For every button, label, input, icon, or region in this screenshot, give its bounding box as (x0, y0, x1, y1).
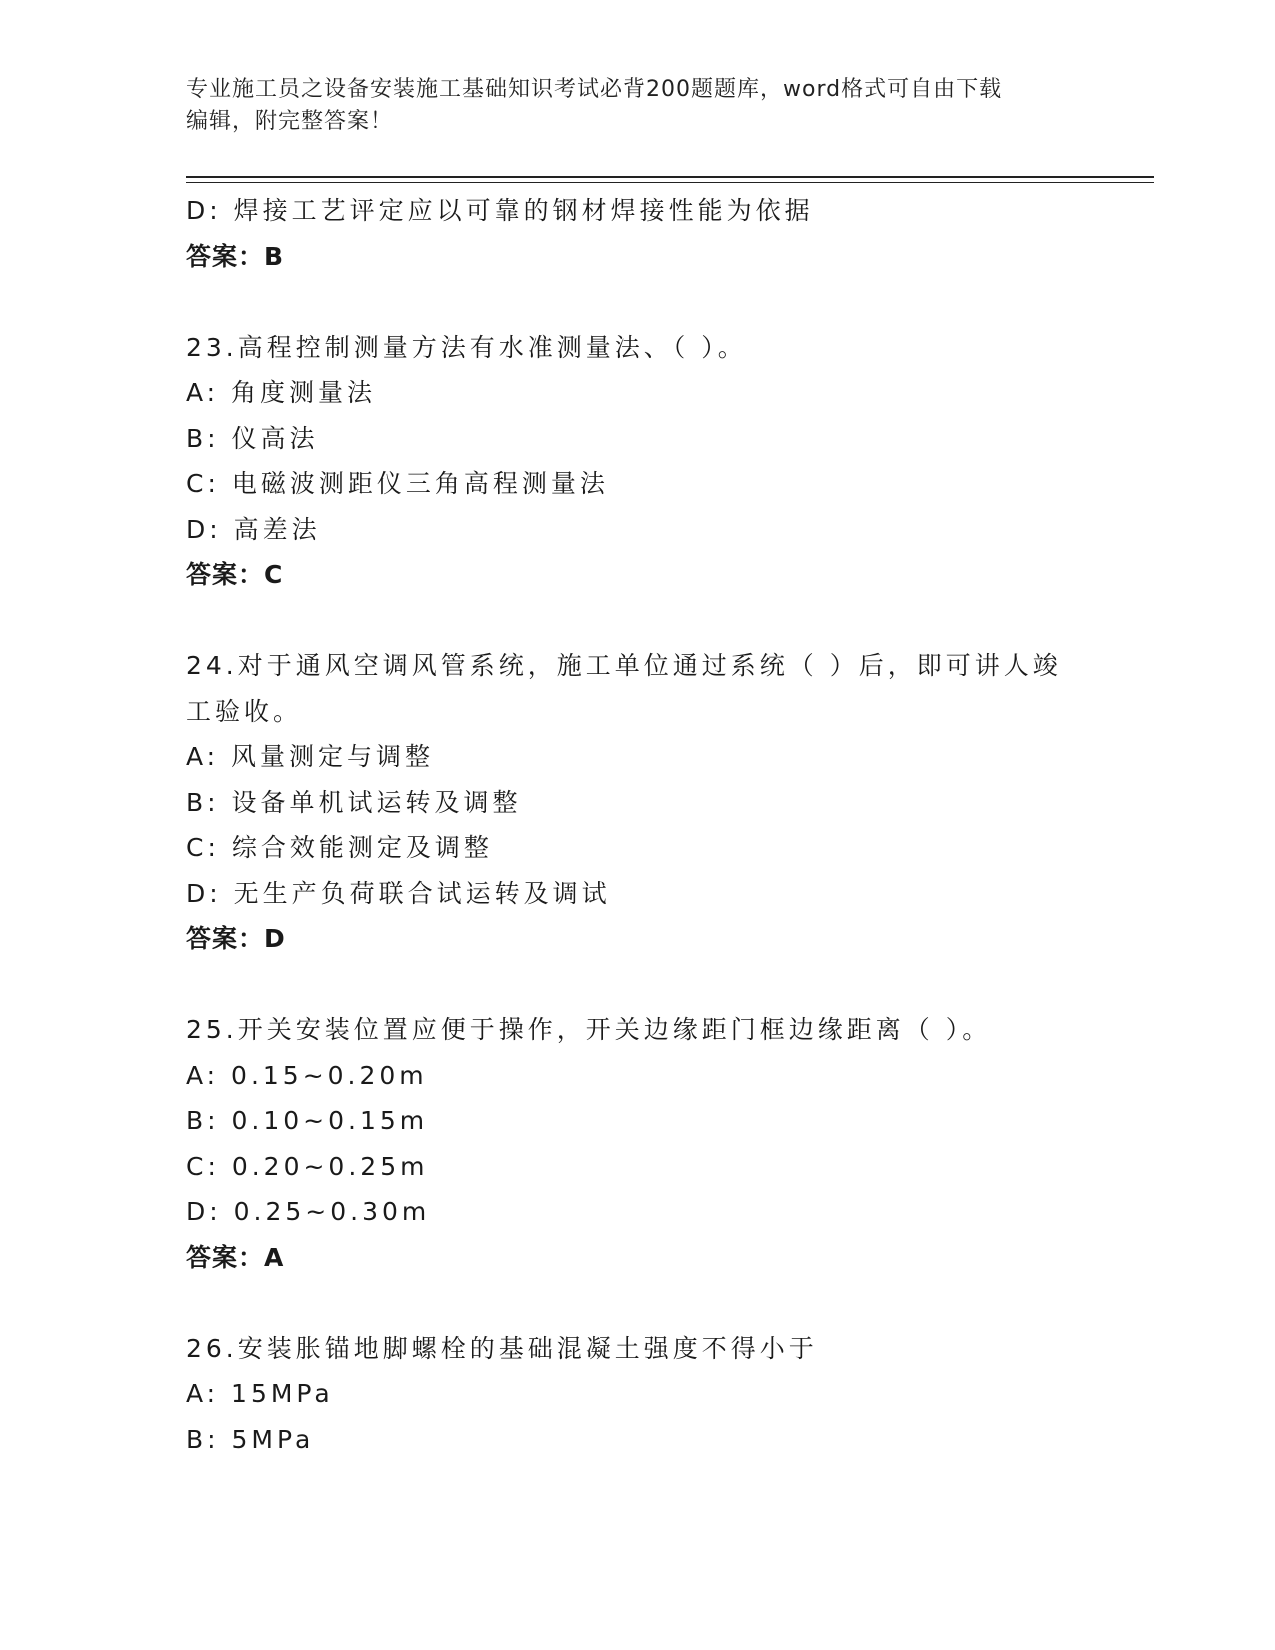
question-stem: 26.安装胀锚地脚螺栓的基础混凝土强度不得小于 (186, 1333, 818, 1363)
option-a: A: 0.15~0.20m (186, 1060, 428, 1090)
option-a: A: 风量测定与调整 (186, 742, 435, 771)
header-divider-thin (186, 182, 1154, 183)
question-stem: 25.开关安装位置应便于操作，开关边缘距门框边缘距离（ ）。 (186, 1015, 992, 1044)
option-b: B: 5MPa (186, 1424, 315, 1454)
option-a: A: 角度测量法 (186, 378, 377, 407)
answer-label: 答案： (186, 924, 265, 953)
answer-label: 答案： (186, 1242, 265, 1272)
option-b: B: 设备单机试运转及调整 (186, 787, 522, 817)
answer-label: 答案： (186, 560, 265, 589)
spacer (186, 598, 1066, 644)
document-header (186, 74, 1086, 138)
option-d: D: 无生产负荷联合试运转及调试 (186, 878, 611, 908)
answer-value: A (264, 1242, 285, 1272)
option-a: A: 15MPa (186, 1379, 334, 1408)
answer (186, 1235, 1066, 1281)
answer-label: 答案： (186, 241, 265, 271)
question-25 (186, 1007, 1066, 1280)
question-content (186, 188, 1066, 1462)
option-c: C: 电磁波测距仪三角高程测量法 (186, 469, 609, 498)
answer (186, 916, 1066, 962)
answer-value: D (264, 924, 286, 953)
spacer (186, 1280, 1066, 1326)
option-d: D: 高差法 (186, 514, 321, 544)
spacer (186, 962, 1066, 1008)
question-26 (186, 1326, 1066, 1463)
prev-option-d: D: 焊接工艺评定应以可靠的钢材焊接性能为依据 (186, 196, 814, 225)
answer (186, 552, 1066, 598)
option-c: C: 综合效能测定及调整 (186, 833, 493, 862)
option-b: B: 仪高法 (186, 423, 319, 453)
option-c: C: 0.20~0.25m (186, 1151, 429, 1181)
question-stem-line-1: 24.对于通风空调风管系统，施工单位通过系统（ ）后，即可讲人竣 (186, 651, 1062, 680)
prev-answer (186, 234, 1066, 280)
question-stem: 23.高程控制测量方法有水准测量法、（ ）。 (186, 332, 747, 362)
answer-value: B (264, 241, 285, 271)
question-stem-line-2: 工验收。 (186, 696, 303, 726)
spacer (186, 279, 1066, 325)
question-24 (186, 643, 1066, 962)
option-d: D: 0.25~0.30m (186, 1197, 431, 1226)
header-line-2: 编辑，附完整答案！ (186, 109, 394, 134)
answer-value: C (264, 560, 284, 589)
header-divider-thick (186, 176, 1154, 178)
header-line-1: 专业施工员之设备安装施工基础知识考试必背200题题库，word格式可自由下载 (186, 77, 1003, 102)
question-23 (186, 325, 1066, 598)
option-b: B: 0.10~0.15m (186, 1106, 429, 1135)
